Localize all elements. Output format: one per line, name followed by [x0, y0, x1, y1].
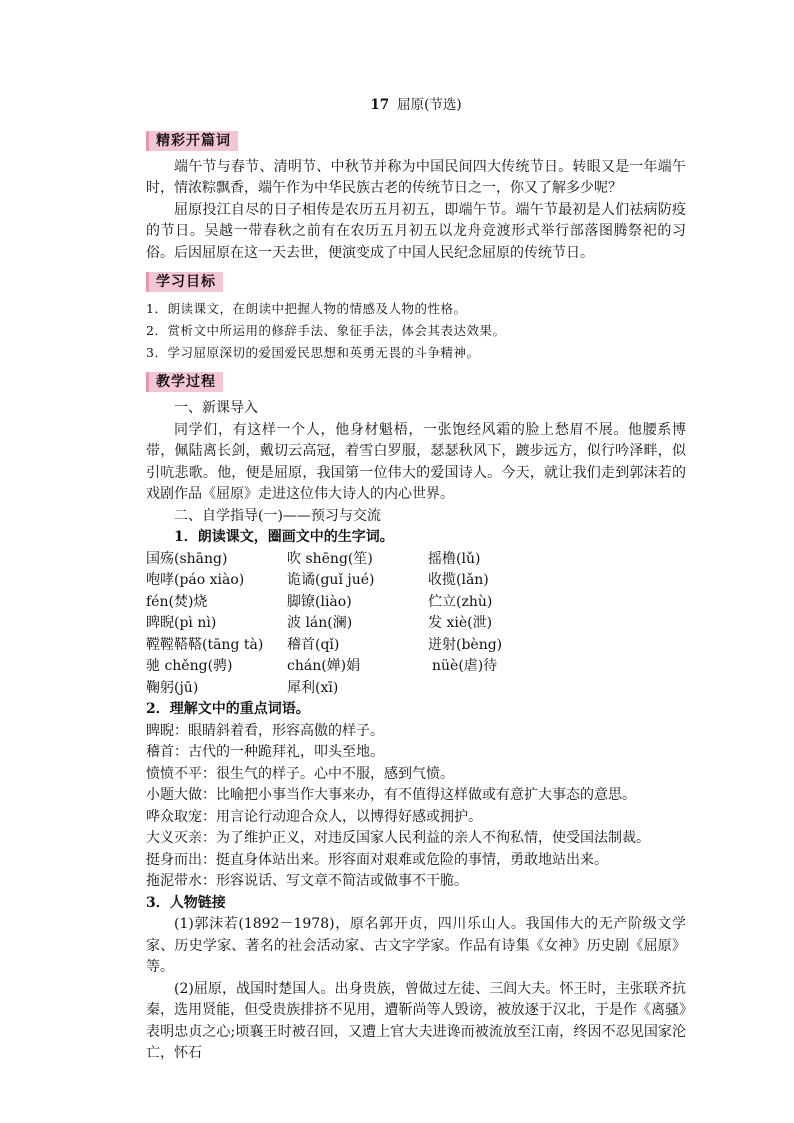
vocab-item: 收揽(lǎn)	[428, 572, 489, 588]
vocab-item: nüè(虐)待	[432, 658, 498, 674]
vocab-item: chán(婵)娟	[287, 658, 361, 674]
vocab-item: 稽首(qǐ)	[287, 636, 340, 653]
definition: 愤愤不平：很生气的样子。心中不服，感到气愤。	[146, 765, 454, 782]
goal-3: 3．学习屈原深切的爱国爱民思想和英勇无畏的斗争精神。	[146, 345, 480, 360]
lesson-number: 17	[370, 97, 390, 113]
person-guo-moruo: (1)郭沫若(1892－1978)，原名郭开贞，四川乐山人。我国伟大的无产阶级文学家、历史学家、著名的社会活动家、古文字学家。作品有诗集《女神》历史剧《屈原》等。	[146, 916, 686, 975]
vocab-item: 吹 shēng(笙)	[287, 550, 373, 567]
intro-para: 同学们，有这样一个人，他身材魁梧，一张饱经风霜的脸上愁眉不展。他腰系博带，佩陆离长剑，戴切云高冠，着雪白罗服，瑟瑟秋风下，踱步远方，似行吟泽畔，似引吭悲歌。他，便是屈原，我国第一位伟大的爱国诗人。今天，就让我们走到郭沫若的戏剧作品《屈原》走进这位伟大诗人的内心世界。	[146, 421, 686, 502]
question-3: 3．人物链接	[146, 894, 226, 911]
section-process	[146, 370, 686, 1065]
vocab-item: 迸射(bèng)	[428, 636, 503, 653]
goal-2: 2．赏析文中所运用的修辞手法、象征手法，体会其表达效果。	[146, 323, 506, 338]
vocab-item: 伫立(zhù)	[428, 593, 493, 610]
lesson-name: 屈原(节选)	[397, 97, 462, 113]
vocab-item	[428, 678, 569, 700]
heading-self-study: 二、自学指导(一)——预习与交流	[174, 507, 381, 524]
vocab-item: 脚镣(liào)	[287, 593, 352, 610]
definition: 哗众取宠：用言论行动迎合众人，以博得好感或拥护。	[146, 808, 482, 825]
document-page	[146, 95, 686, 1065]
opening-para-2: 屈原投江自尽的日子相传是农历五月初五，即端午节。端午节最初是人们祛病防疫的节日。吴越一带春秋之前有在农历五月初五以龙舟竞渡形式举行部落图腾祭祀的习俗。后因屈原在这一天去世，便演变成了中国人民纪念屈原的传统节日。	[146, 201, 686, 261]
goal-1: 1．朗读课文，在朗读中把握人物的情感及人物的性格。	[146, 301, 467, 316]
definition: 睥睨：眼睛斜着看，形容高傲的样子。	[146, 722, 384, 739]
definition: 小题大做：比喻把小事当作大事来办，有不值得这样做或有意扩大事态的意思。	[146, 787, 636, 803]
definition: 拖泥带水：形容说话、写文章不简洁或做事不干脆。	[146, 873, 468, 889]
question-1: 1．朗读课文，圈画文中的生字词。	[174, 529, 394, 545]
section-goals	[146, 270, 686, 364]
section-tag-opening: 精彩开篇词	[146, 131, 238, 151]
vocab-item: fén(焚)烧	[146, 593, 208, 610]
vocab-item: 国殇(shāng)	[146, 550, 228, 567]
definition: 稽首：古代的一种跪拜礼，叩头至地。	[146, 744, 384, 760]
vocab-item: 摇橹(lǔ)	[428, 550, 481, 567]
vocab-item: 鞺鞺鞳鞳(tāng tà)	[146, 636, 264, 653]
vocab-item: 驰 chěng(骋)	[146, 658, 233, 674]
vocab-item: 诡谲(guǐ jué)	[287, 572, 375, 588]
vocab-item: 睥睨(pì nì)	[146, 615, 217, 631]
heading-intro: 一、新课导入	[174, 400, 258, 416]
definition: 挺身而出：挺直身体站出来。形容面对艰难或危险的事情，勇敢地站出来。	[146, 851, 608, 868]
definition: 大义灭亲：为了维护正义，对违反国家人民利益的亲人不徇私情，使受国法制裁。	[146, 830, 650, 846]
section-tag-goals: 学习目标	[146, 272, 223, 292]
vocab-item: 波 lán(澜)	[287, 615, 353, 631]
lesson-title	[146, 95, 686, 117]
vocab-item: 鞠躬(jū)	[146, 679, 199, 696]
vocab-item: 咆哮(páo xiào)	[146, 572, 245, 588]
vocab-item: 犀利(xī)	[287, 679, 339, 696]
opening-para-1: 端午节与春节、清明节、中秋节并称为中国民间四大传统节日。转眼又是一年端午时，情浓粽飘香，端午作为中华民族古老的传统节日之一，你又了解多少呢？	[146, 158, 686, 196]
question-2: 2．理解文中的重点词语。	[146, 701, 310, 717]
vocab-item: 发 xiè(泄)	[428, 615, 493, 631]
section-tag-process: 教学过程	[146, 372, 223, 392]
person-qu-yuan: (2)屈原，战国时楚国人。出身贵族，曾做过左徒、三闾大夫。怀王时，主张联齐抗秦，选用贤能，但受贵族排挤不见用，遭靳尚等人毁谤，被放逐于汉北，于是作《离骚》表明忠贞之心;顷襄王时被召回，又遭上官大夫进谗而被流放至江南，终因不忍见国家沦亡，怀石	[146, 980, 686, 1061]
vocab-grid	[146, 549, 686, 700]
section-opening	[146, 129, 686, 265]
